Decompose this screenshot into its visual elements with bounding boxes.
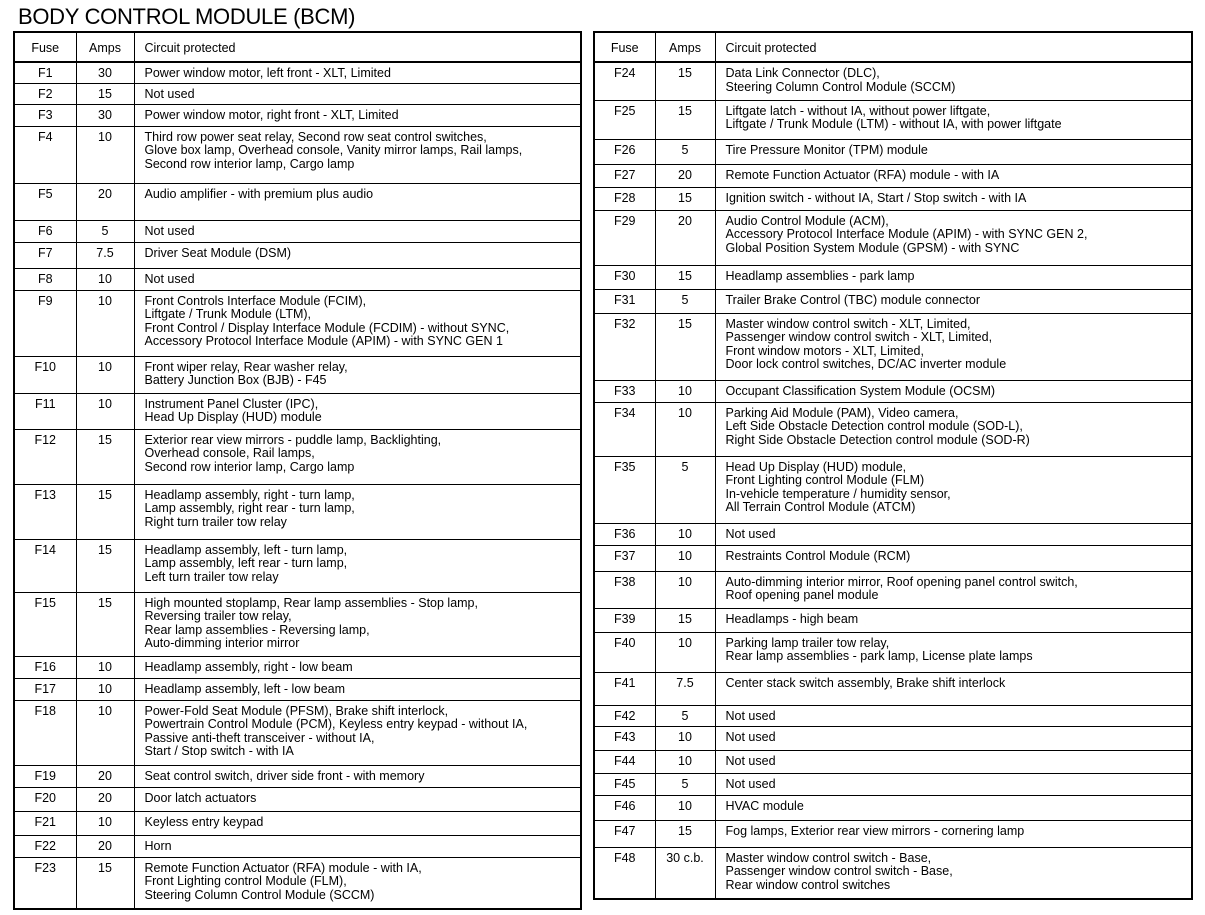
fuse-id: F44 — [613, 753, 636, 768]
fuse-amps: 30 — [98, 66, 112, 80]
table-row — [594, 380, 1192, 402]
table-row — [594, 164, 1192, 187]
table-row — [594, 523, 1192, 545]
fuse-amps: 5 — [681, 142, 689, 157]
circuit-line: Liftgate / Trunk Module (LTM), — [144, 307, 311, 322]
circuit-line: Power window motor, right front - XLT, Limited — [144, 107, 399, 122]
fuse-id: F7 — [37, 245, 53, 260]
fuse-id: F5 — [37, 186, 53, 201]
table-row — [594, 608, 1192, 632]
circuit-line: Tire Pressure Monitor (TPM) module — [725, 142, 928, 157]
circuit-line: Not used — [144, 271, 195, 286]
fuse-amps: 5 — [101, 223, 109, 238]
circuit-line: All Terrain Control Module (ATCM) — [725, 500, 916, 515]
circuit-line: Auto-dimming interior mirror, Roof opening panel control switch, — [725, 574, 1078, 589]
circuit-line: Battery Junction Box (BJB) - F45 — [144, 373, 327, 388]
table-row — [594, 795, 1192, 820]
fuse-id: F12 — [34, 432, 57, 447]
fuse-id: F46 — [613, 798, 636, 813]
fuse-amps: 15 — [98, 860, 112, 875]
fuse-id: F20 — [34, 790, 57, 805]
circuit-line: Global Position System Module (GPSM) - with SYNC — [725, 240, 1020, 255]
fuse-id: F4 — [37, 129, 53, 144]
table-row — [594, 847, 1192, 899]
circuit-line: Second row interior lamp, Cargo lamp — [144, 459, 355, 474]
fuse-amps: 20 — [678, 167, 692, 182]
table-row — [594, 571, 1192, 608]
fuse-amps: 15 — [678, 316, 692, 331]
circuit-line: Liftgate latch - without IA, without power liftgate, — [725, 103, 991, 118]
table-header-row — [14, 32, 581, 62]
fuse-amps: 10 — [98, 129, 112, 144]
fuse-id: F36 — [613, 526, 636, 541]
circuit-line: Accessory Protocol Interface Module (APIM) - with SYNC GEN 2, — [725, 227, 1088, 242]
table-header-row — [594, 32, 1192, 62]
fuse-table-right — [593, 31, 1193, 900]
table-row — [14, 62, 581, 83]
fuse-amps: 15 — [98, 86, 112, 101]
circuit-line: High mounted stoplamp, Rear lamp assemblies - Stop lamp, — [144, 595, 478, 610]
circuit-line: Headlamp assembly, left - low beam — [144, 681, 346, 696]
fuse-id: F43 — [613, 729, 636, 744]
table-row — [14, 126, 581, 183]
table-row — [14, 393, 581, 429]
fuse-id: F25 — [613, 103, 636, 118]
table-row — [14, 835, 581, 857]
circuit-line: Not used — [725, 729, 776, 744]
fuse-id: F31 — [613, 292, 636, 307]
circuit-line: Rear lamp assemblies - Reversing lamp, — [144, 622, 370, 637]
circuit-line: Headlamp assemblies - park lamp — [725, 268, 915, 283]
fuse-amps: 15 — [678, 66, 692, 80]
fuse-amps: 20 — [98, 768, 112, 783]
table-row — [14, 242, 581, 268]
fuse-amps: 10 — [98, 293, 112, 308]
table-row — [594, 632, 1192, 672]
table-row — [594, 545, 1192, 571]
fuse-amps: 5 — [681, 708, 689, 723]
table-row — [594, 210, 1192, 265]
circuit-line: Right turn trailer tow relay — [144, 514, 287, 529]
fuse-id: F14 — [34, 542, 57, 557]
circuit-line: Third row power seat relay, Second row seat control switches, — [144, 129, 487, 144]
circuit-line: Not used — [725, 753, 776, 768]
fuse-amps: 10 — [678, 729, 692, 744]
header-circuit: Circuit protected — [725, 41, 817, 55]
circuit-line: Passenger window control switch - XLT, Limited, — [725, 330, 993, 345]
fuse-amps: 15 — [98, 487, 112, 502]
fuse-id: F10 — [34, 359, 57, 374]
table-row — [14, 104, 581, 126]
table-row — [594, 705, 1192, 726]
circuit-line: Power window motor, left front - XLT, Limited — [144, 66, 391, 80]
table-row — [594, 672, 1192, 705]
circuit-line: Left turn trailer tow relay — [144, 569, 279, 584]
fuse-amps: 5 — [681, 776, 689, 791]
fuse-id: F32 — [613, 316, 636, 331]
fuse-id: F19 — [34, 768, 57, 783]
table-row — [594, 187, 1192, 210]
fuse-amps: 10 — [98, 814, 112, 829]
table-row — [594, 100, 1192, 139]
fuse-id: F34 — [613, 405, 636, 420]
fuse-id: F41 — [613, 675, 636, 690]
fuse-amps: 20 — [98, 186, 112, 201]
fuse-id: F26 — [613, 142, 636, 157]
circuit-line: Front window motors - XLT, Limited, — [725, 343, 924, 358]
table-row — [594, 456, 1192, 523]
circuit-line: Not used — [725, 526, 776, 541]
fuse-id: F45 — [613, 776, 636, 791]
circuit-line: Passive anti-theft transceiver - without IA, — [144, 730, 375, 745]
circuit-line: Center stack switch assembly, Brake shift interlock — [725, 675, 1006, 690]
table-row — [594, 773, 1192, 795]
circuit-line: Headlamp assembly, right - low beam — [144, 659, 353, 674]
circuit-line: Remote Function Actuator (RFA) module - with IA, — [144, 860, 422, 875]
circuit-line: Headlamp assembly, right - turn lamp, — [144, 487, 355, 502]
fuse-amps: 10 — [678, 798, 692, 813]
circuit-line: Not used — [144, 223, 195, 238]
fuse-id: F39 — [613, 611, 636, 626]
circuit-line: In-vehicle temperature / humidity sensor, — [725, 486, 951, 501]
fuse-id: F21 — [34, 814, 57, 829]
circuit-line: Ignition switch - without IA, Start / Stop switch - with IA — [725, 190, 1027, 205]
table-row — [14, 83, 581, 104]
circuit-line: Passenger window control switch - Base, — [725, 864, 953, 879]
table-row — [14, 183, 581, 220]
circuit-line: Horn — [144, 838, 172, 853]
circuit-line: Steering Column Control Module (SCCM) — [144, 887, 375, 902]
fuse-id: F28 — [613, 190, 636, 205]
table-row — [14, 290, 581, 356]
circuit-line: Liftgate / Trunk Module (LTM) - without IA, with power liftgate — [725, 117, 1062, 132]
fuse-id: F30 — [613, 268, 636, 283]
circuit-line: Fog lamps, Exterior rear view mirrors - cornering lamp — [725, 823, 1025, 838]
header-fuse: Fuse — [610, 41, 639, 55]
fuse-amps: 10 — [98, 359, 112, 374]
fuse-amps: 5 — [681, 459, 689, 474]
fuse-amps: 10 — [98, 681, 112, 696]
circuit-line: Master window control switch - Base, — [725, 850, 932, 865]
circuit-line: Seat control switch, driver side front - with memory — [144, 768, 425, 783]
circuit-line: Left Side Obstacle Detection control module (SOD-L), — [725, 419, 1023, 434]
circuit-line: Data Link Connector (DLC), — [725, 66, 880, 80]
fuse-id: F38 — [613, 574, 636, 589]
table-row — [14, 765, 581, 787]
circuit-line: Start / Stop switch - with IA — [144, 744, 294, 759]
circuit-line: Glove box lamp, Overhead console, Vanity mirror lamps, Rail lamps, — [144, 143, 523, 158]
circuit-line: Right Side Obstacle Detection control module (SOD-R) — [725, 432, 1030, 447]
fuse-amps: 20 — [98, 790, 112, 805]
fuse-amps: 10 — [678, 574, 692, 589]
circuit-line: Rear window control switches — [725, 877, 891, 892]
fuse-id: F13 — [34, 487, 57, 502]
circuit-line: Power-Fold Seat Module (PFSM), Brake shift interlock, — [144, 703, 449, 718]
fuse-amps: 10 — [98, 659, 112, 674]
circuit-line: Front Lighting control Module (FLM) — [725, 473, 925, 488]
circuit-line: Occupant Classification System Module (OCSM) — [725, 383, 996, 398]
table-row — [594, 313, 1192, 380]
circuit-line: Audio Control Module (ACM), — [725, 213, 889, 228]
fuse-id: F1 — [37, 66, 53, 80]
fuse-id: F2 — [37, 86, 53, 101]
circuit-line: Driver Seat Module (DSM) — [144, 245, 292, 260]
circuit-line: Roof opening panel module — [725, 588, 879, 603]
fuse-id: F22 — [34, 838, 57, 853]
circuit-line: Parking lamp trailer tow relay, — [725, 635, 890, 650]
fuse-amps: 10 — [678, 635, 692, 650]
circuit-line: Rear lamp assemblies - park lamp, License plate lamps — [725, 649, 1033, 664]
fuse-table-left — [13, 31, 582, 910]
fuse-id: F33 — [613, 383, 636, 398]
circuit-line: Master window control switch - XLT, Limited, — [725, 316, 971, 331]
fuse-amps: 15 — [98, 542, 112, 557]
fuse-id: F11 — [34, 396, 56, 411]
table-row — [594, 402, 1192, 456]
fuse-amps: 15 — [678, 268, 692, 283]
circuit-line: Headlamps - high beam — [725, 611, 859, 626]
fuse-id: F42 — [613, 708, 636, 723]
circuit-line: Front Lighting control Module (FLM), — [144, 874, 347, 889]
circuit-line: Restraints Control Module (RCM) — [725, 548, 911, 563]
circuit-line: Auto-dimming interior mirror — [144, 636, 300, 651]
circuit-line: Headlamp assembly, left - turn lamp, — [144, 542, 348, 557]
fuse-id: F29 — [613, 213, 636, 228]
circuit-line: Instrument Panel Cluster (IPC), — [144, 396, 319, 411]
fuse-amps: 7.5 — [96, 245, 114, 260]
fuse-amps: 7.5 — [676, 675, 694, 690]
circuit-line: HVAC module — [725, 798, 804, 813]
fuse-amps: 30 — [98, 107, 112, 122]
header-fuse: Fuse — [31, 41, 60, 55]
fuse-amps: 5 — [681, 292, 689, 307]
table-row — [594, 289, 1192, 313]
header-amps: Amps — [89, 41, 121, 55]
circuit-line: Accessory Protocol Interface Module (APIM) - with SYNC GEN 1 — [144, 334, 503, 349]
table-row — [594, 62, 1192, 100]
circuit-line: Keyless entry keypad — [144, 814, 264, 829]
fuse-id: F27 — [613, 167, 636, 182]
table-row — [594, 265, 1192, 289]
fuse-id: F48 — [613, 850, 636, 865]
circuit-line: Powertrain Control Module (PCM), Keyless entry keypad - without IA, — [144, 717, 528, 732]
table-row — [14, 268, 581, 290]
table-row — [14, 656, 581, 678]
fuse-amps: 15 — [678, 823, 692, 838]
circuit-line: Not used — [725, 776, 776, 791]
circuit-line: Reversing trailer tow relay, — [144, 609, 292, 624]
fuse-amps: 30 c.b. — [666, 850, 704, 865]
header-amps: Amps — [669, 41, 701, 55]
circuit-line: Lamp assembly, right rear - turn lamp, — [144, 501, 355, 516]
fuse-amps: 20 — [98, 838, 112, 853]
fuse-amps: 10 — [678, 753, 692, 768]
circuit-line: Parking Aid Module (PAM), Video camera, — [725, 405, 959, 420]
fuse-id: F6 — [37, 223, 53, 238]
table-row — [594, 139, 1192, 164]
table-row — [14, 356, 581, 393]
fuse-id: F15 — [34, 595, 57, 610]
header-circuit: Circuit protected — [144, 41, 236, 55]
circuit-line: Second row interior lamp, Cargo lamp — [144, 156, 355, 171]
circuit-line: Overhead console, Rail lamps, — [144, 446, 315, 461]
fuse-id: F40 — [613, 635, 636, 650]
fuse-amps: 15 — [678, 103, 692, 118]
fuse-amps: 10 — [98, 396, 112, 411]
fuse-amps: 15 — [678, 611, 692, 626]
circuit-line: Not used — [725, 708, 776, 723]
fuse-amps: 15 — [98, 595, 112, 610]
page-title: BODY CONTROL MODULE (BCM) — [18, 4, 356, 29]
fuse-id: F9 — [37, 293, 53, 308]
fuse-id: F3 — [37, 107, 53, 122]
circuit-line: Remote Function Actuator (RFA) module - with IA — [725, 167, 1000, 182]
circuit-line: Front Control / Display Interface Module (FCDIM) - without SYNC, — [144, 320, 510, 335]
fuse-id: F18 — [34, 703, 57, 718]
table-row — [14, 539, 581, 592]
fuse-amps: 10 — [98, 703, 112, 718]
fuse-amps: 15 — [98, 432, 112, 447]
fuse-amps: 20 — [678, 213, 692, 228]
circuit-line: Door latch actuators — [144, 790, 257, 805]
fuse-amps: 10 — [678, 383, 692, 398]
table-row — [14, 429, 581, 484]
table-row — [14, 700, 581, 765]
circuit-line: Head Up Display (HUD) module — [144, 410, 322, 425]
fuse-amps: 10 — [98, 271, 112, 286]
fuse-id: F24 — [613, 66, 636, 80]
circuit-line: Trailer Brake Control (TBC) module connector — [725, 292, 980, 307]
table-row — [594, 820, 1192, 847]
table-row — [14, 220, 581, 242]
fuse-amps: 15 — [678, 190, 692, 205]
fuse-id: F37 — [613, 548, 636, 563]
circuit-line: Exterior rear view mirrors - puddle lamp, Backlighting, — [144, 432, 442, 447]
fuse-id: F8 — [37, 271, 53, 286]
circuit-line: Head Up Display (HUD) module, — [725, 459, 907, 474]
table-row — [594, 750, 1192, 773]
table-row — [14, 678, 581, 700]
circuit-line: Audio amplifier - with premium plus audio — [144, 186, 374, 201]
circuit-line: Lamp assembly, left rear - turn lamp, — [144, 556, 348, 571]
table-row — [14, 857, 581, 909]
fuse-id: F47 — [613, 823, 636, 838]
table-row — [14, 787, 581, 811]
fuse-id: F23 — [34, 860, 57, 875]
circuit-line: Front Controls Interface Module (FCIM), — [144, 293, 367, 308]
table-row — [594, 726, 1192, 750]
fuse-id: F35 — [613, 459, 636, 474]
circuit-line: Door lock control switches, DC/AC inverter module — [725, 357, 1007, 372]
circuit-line: Not used — [144, 86, 195, 101]
table-row — [14, 592, 581, 656]
circuit-line: Steering Column Control Module (SCCM) — [725, 79, 956, 94]
table-row — [14, 811, 581, 835]
fuse-id: F16 — [34, 659, 57, 674]
table-row — [14, 484, 581, 539]
circuit-line: Front wiper relay, Rear washer relay, — [144, 359, 348, 374]
fuse-amps: 10 — [678, 405, 692, 420]
fuse-id: F17 — [34, 681, 57, 696]
fuse-amps: 10 — [678, 526, 692, 541]
fuse-amps: 10 — [678, 548, 692, 563]
